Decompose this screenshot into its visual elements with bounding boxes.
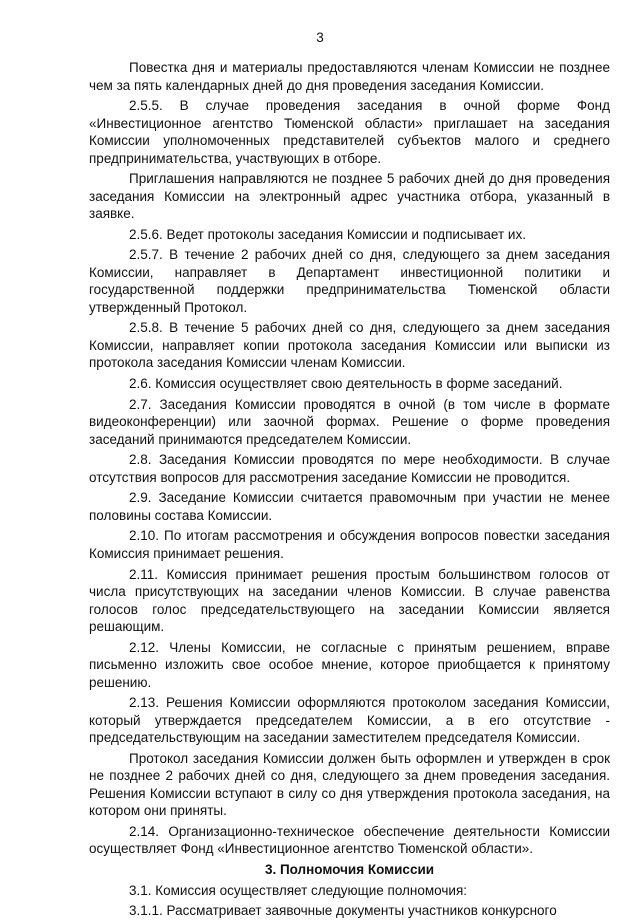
paragraph-2-14: 2.14. Организационно-техническое обеспечение деятельности Комиссии осуществляет Фонд «Инвестиционное агентство Тюменской области». — [89, 823, 610, 857]
paragraph-2-5-6: 2.5.6. Ведет протоколы заседания Комиссии и подписывает их. — [129, 226, 526, 242]
paragraph-2-10: 2.10. По итогам рассмотрения и обсуждения вопросов повестки заседания Комиссия принимает решения. — [89, 528, 610, 561]
paragraph-3-1-1: 3.1.1. Рассматривает заявочные документы участников конкурсного — [129, 903, 557, 919]
paragraph-protocol: Протокол заседания Комиссии должен быть оформлен и утвержден в срок не позднее 2 рабочих дней со дня, следующего за днем проведения заседания. Решения Комиссии вступают в силу со дня утверждения протокола заседания, на котором они приняты. — [89, 750, 610, 819]
paragraph-2-5-7: 2.5.7. В течение 2 рабочих дней со дня, следующего за днем заседания Комиссии, направляет в Департамент инвестиционной политики и государственной поддержки предпринимательства Тюменской области утвержденный Протокол. — [89, 247, 610, 315]
section-heading: 3. Полномочия Комиссии — [264, 862, 435, 877]
paragraph-2-5-8: 2.5.8. В течение 5 рабочих дней со дня, следующего за днем заседания Комиссии, направляет копии протокола заседания Комиссии или выписки из протокола заседания Комиссии членам Комиссии. — [89, 320, 610, 371]
paragraph-2-7: 2.7. Заседания Комиссии проводятся в очной (в том числе в формате видеоконференции) или заочной формах. Решение о форме проведения заседаний принимаются председателем Комиссии. — [89, 396, 610, 447]
paragraph-2-11: 2.11. Комиссия принимает решения простым большинством голосов от числа присутствующих на заседании членов Комиссии. В случае равенства голосов голос председательствующего на заседании Комиссии является решающим. — [89, 566, 610, 635]
paragraph-3-1: 3.1. Комиссия осуществляет следующие полномочия: — [129, 882, 468, 898]
page-number: 3 — [316, 30, 324, 45]
paragraph-2-6: 2.6. Комиссия осуществляет свою деятельность в форме заседаний. — [129, 376, 563, 392]
paragraph-agenda: Повестка дня и материалы предоставляются членам Комиссии не позднее чем за пять календарных дней до дня проведения заседания Комиссии. — [89, 60, 610, 93]
paragraph-2-5-5: 2.5.5. В случае проведения заседания в очной форме Фонд «Инвестиционное агентство Тюменской области» приглашает на заседания Комиссии уполномоченных представителей субъектов малого и среднего предпринимательства, участвующих в отборе. — [89, 98, 610, 166]
paragraph-2-8: 2.8. Заседания Комиссии проводятся по мере необходимости. В случае отсутствия вопросов для рассмотрения заседание Комиссии не проводится. — [89, 452, 610, 485]
paragraph-2-12: 2.12. Члены Комиссии, не согласные с принятым решением, вправе письменно изложить свое особое мнение, которое приобщается к принятому решению. — [89, 639, 610, 690]
paragraph-2-13: 2.13. Решения Комиссии оформляются протоколом заседания Комиссии, который утверждается председателем Комиссии, а в его отсутствие - председательствующим на заседании заместителем председателя Комиссии. — [89, 695, 610, 746]
paragraph-invitations: Приглашения направляются не позднее 5 рабочих дней до дня проведения заседания Комиссии на электронный адрес участника отбора, указанный в заявке. — [89, 171, 610, 222]
paragraph-2-9: 2.9. Заседание Комиссии считается правомочным при участии не менее половины состава Комиссии. — [89, 490, 610, 523]
document-body — [89, 59, 610, 923]
